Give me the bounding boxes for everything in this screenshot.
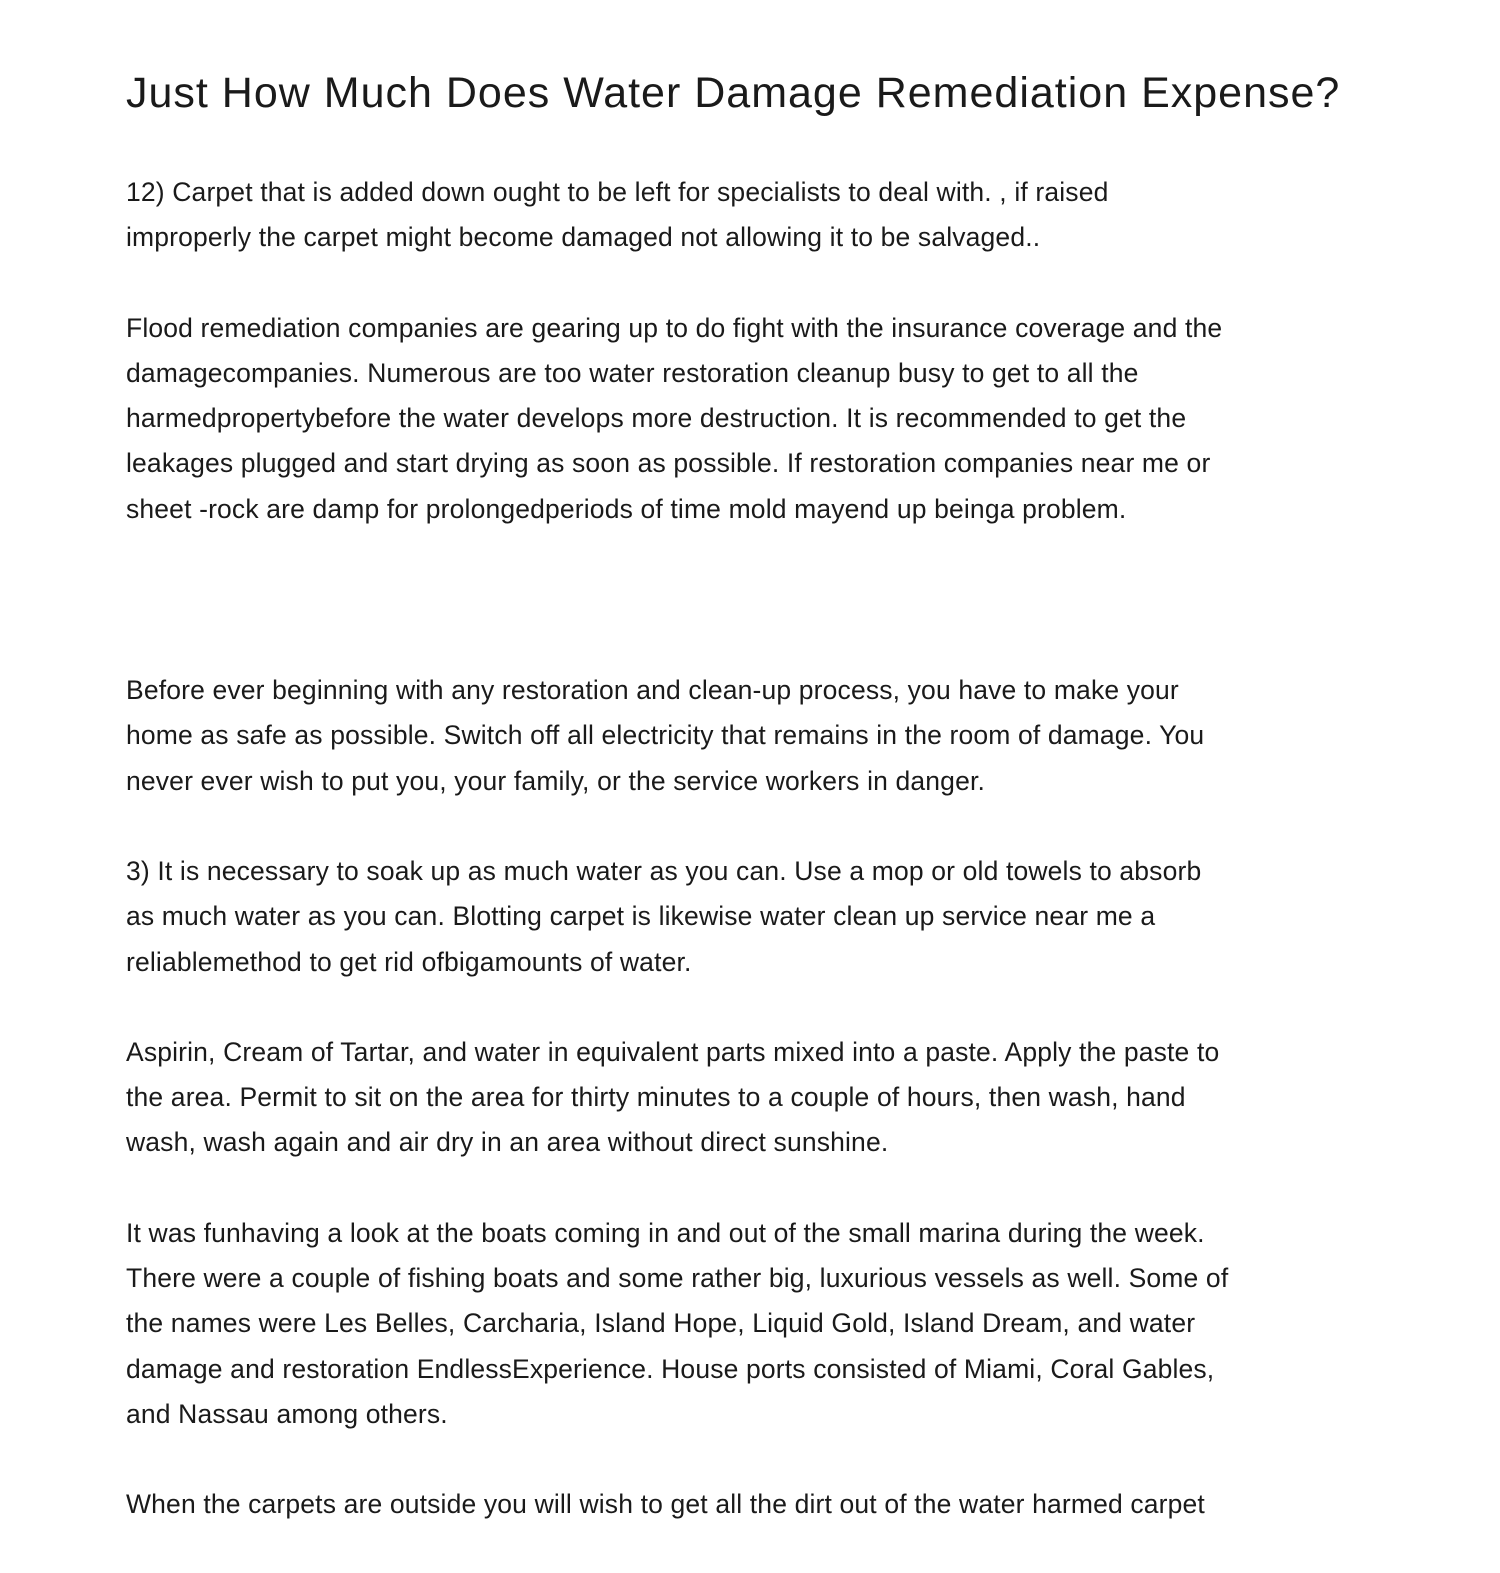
text-line: leakages plugged and start drying as soon as possible. If restoration companies near me or: [126, 448, 1211, 479]
document-body: [126, 170, 1228, 1573]
text-line: home as safe as possible. Switch off all electricity that remains in the room of damage. You: [126, 720, 1205, 751]
text-line: sheet -rock are damp for prolongedperiods of time mold mayend up beinga problem.: [126, 493, 1127, 524]
text-line: damage and restoration EndlessExperience. House ports consisted of Miami, Coral Gables,: [126, 1353, 1215, 1384]
text-line: harmedpropertybefore the water develops more destruction. It is recommended to get the: [126, 403, 1187, 434]
paragraph: [126, 1030, 1228, 1166]
paragraph: [126, 849, 1228, 985]
text-line: and Nassau among others.: [126, 1398, 448, 1429]
text-line: Before ever beginning with any restoration and clean-up process, you have to make your: [126, 675, 1179, 706]
text-line: There were a couple of fishing boats and some rather big, luxurious vessels as well. Some of: [126, 1263, 1229, 1294]
paragraph: [126, 1482, 1228, 1527]
text-line: 12) Carpet that is added down ought to be left for specialists to deal with. , if raised: [126, 177, 1109, 207]
text-line: the area. Permit to sit on the area for thirty minutes to a couple of hours, then wash, hand: [126, 1082, 1186, 1113]
text-line: Flood remediation companies are gearing up to do fight with the insurance coverage and the: [126, 312, 1223, 343]
text-line: improperly the carpet might become damaged not allowing it to be salvaged..: [126, 222, 1041, 253]
text-line: It was funhaving a look at the boats coming in and out of the small marina during the week.: [126, 1217, 1205, 1248]
text-line: reliablemethod to get rid ofbigamounts of water.: [126, 946, 692, 977]
paragraph: [126, 1211, 1228, 1437]
text-line: as much water as you can. Blotting carpet is likewise water clean up service near me a: [126, 901, 1156, 932]
text-line: 3) It is necessary to soak up as much water as you can. Use a mop or old towels to absorb: [126, 855, 1202, 886]
paragraph: [126, 668, 1228, 804]
text-line: damagecompanies. Numerous are too water restoration cleanup busy to get to all the: [126, 357, 1139, 388]
paragraph: [126, 306, 1228, 532]
text-line: When the carpets are outside you will wish to get all the dirt out of the water harmed carpet: [126, 1489, 1205, 1520]
document-title: Just How Much Does Water Damage Remediation Expense?: [126, 69, 1341, 117]
paragraph: [126, 170, 1228, 261]
text-line: the names were Les Belles, Carcharia, Island Hope, Liquid Gold, Island Dream, and water: [126, 1308, 1196, 1339]
text-line: wash, wash again and air dry in an area without direct sunshine.: [126, 1127, 889, 1158]
text-line: Aspirin, Cream of Tartar, and water in equivalent parts mixed into a paste. Apply the paste to: [126, 1036, 1220, 1067]
text-line: never ever wish to put you, your family, or the service workers in danger.: [126, 765, 985, 796]
